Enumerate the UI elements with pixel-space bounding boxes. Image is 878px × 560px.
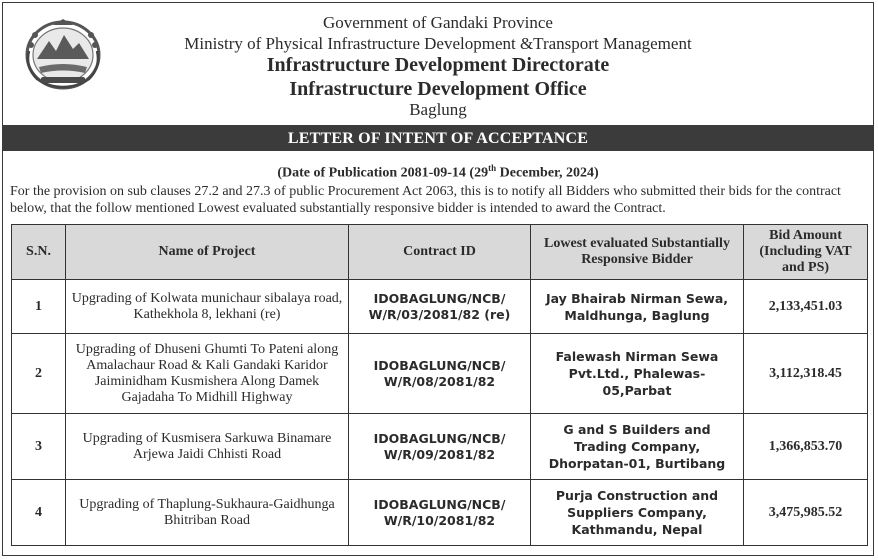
notice-frame (2, 2, 874, 556)
publication-date-suffix: December, 2024) (496, 165, 599, 181)
table-row (12, 414, 868, 480)
cell-bid-amount: 3,112,318.45 (744, 334, 868, 414)
office-name: Infrastructure Development Office (289, 78, 587, 100)
header-bidder: Lowest evaluated Substantially Responsive Bidder (531, 225, 744, 280)
publication-date-sup: th (488, 163, 497, 173)
header-contract-id: Contract ID (349, 225, 531, 280)
notice-title-banner: LETTER OF INTENT OF ACCEPTANCE (3, 125, 873, 151)
cell-bidder: Jay Bhairab Nirman Sewa, Maldhunga, Baglung (531, 280, 744, 334)
cell-bid-amount: 2,133,451.03 (744, 280, 868, 334)
cell-bid-amount: 3,475,985.52 (744, 480, 868, 546)
cell-project: Upgrading of Kusmisera Sarkuwa Binamare Arjewa Jaidi Chhisti Road (66, 414, 349, 480)
table-row (12, 480, 868, 546)
header-project: Name of Project (66, 225, 349, 280)
directorate-name: Infrastructure Development Directorate (266, 54, 610, 76)
cell-contract-id: IDOBAGLUNG/NCB/ W/R/08/2081/82 (349, 334, 531, 414)
cell-project: Upgrading of Kolwata munichaur sibalaya road, Kathekhola 8, lekhani (re) (66, 280, 349, 334)
cell-bidder: Purja Construction and Suppliers Company, Kathmandu, Nepal (531, 480, 744, 546)
header (3, 3, 873, 125)
cell-project: Upgrading of Thaplung-Sukhaura-Gaidhunga Bhitriban Road (66, 480, 349, 546)
table-header-row (12, 225, 868, 280)
cell-contract-id: IDOBAGLUNG/NCB/ W/R/10/2081/82 (349, 480, 531, 546)
publication-date (3, 163, 873, 182)
cell-contract-id: IDOBAGLUNG/NCB/ W/R/03/2081/82 (re) (349, 280, 531, 334)
header-bid-amount: Bid Amount (Including VAT and PS) (744, 225, 868, 280)
cell-bidder: G and S Builders and Trading Company, Dhorpatan-01, Burtibang (531, 414, 744, 480)
header-sn: S.N. (12, 225, 66, 280)
cell-contract-id: IDOBAGLUNG/NCB/ W/R/09/2081/82 (349, 414, 531, 480)
bid-table (11, 224, 868, 546)
government-name: Government of Gandaki Province (323, 13, 553, 32)
cell-sn: 1 (12, 280, 66, 334)
publication-date-prefix: (Date of Publication 2081-09-14 (29 (277, 165, 489, 181)
ministry-name: Ministry of Physical Infrastructure Development &Transport Management (184, 34, 692, 53)
intro-paragraph: For the provision on sub clauses 27.2 and 27.3 of public Procurement Act 2063, this is to notify all Bidders who submitted their bids for the contract below, that the follow mentioned Lowest evaluated substantially responsive bidder is intended to award the Contract. (10, 184, 841, 216)
office-location: Baglung (409, 100, 467, 119)
cell-sn: 2 (12, 334, 66, 414)
cell-bidder: Falewash Nirman Sewa Pvt.Ltd., Phalewas-05,Parbat (531, 334, 744, 414)
table-row (12, 280, 868, 334)
cell-sn: 3 (12, 414, 66, 480)
cell-sn: 4 (12, 480, 66, 546)
cell-project: Upgrading of Dhuseni Ghumti To Pateni along Amalachaur Road & Kali Gandaki Karidor Jaiminidham Kusmishera Along Damek Gajadaha To Midhill Highway (66, 334, 349, 414)
cell-bid-amount: 1,366,853.70 (744, 414, 868, 480)
table-row (12, 334, 868, 414)
